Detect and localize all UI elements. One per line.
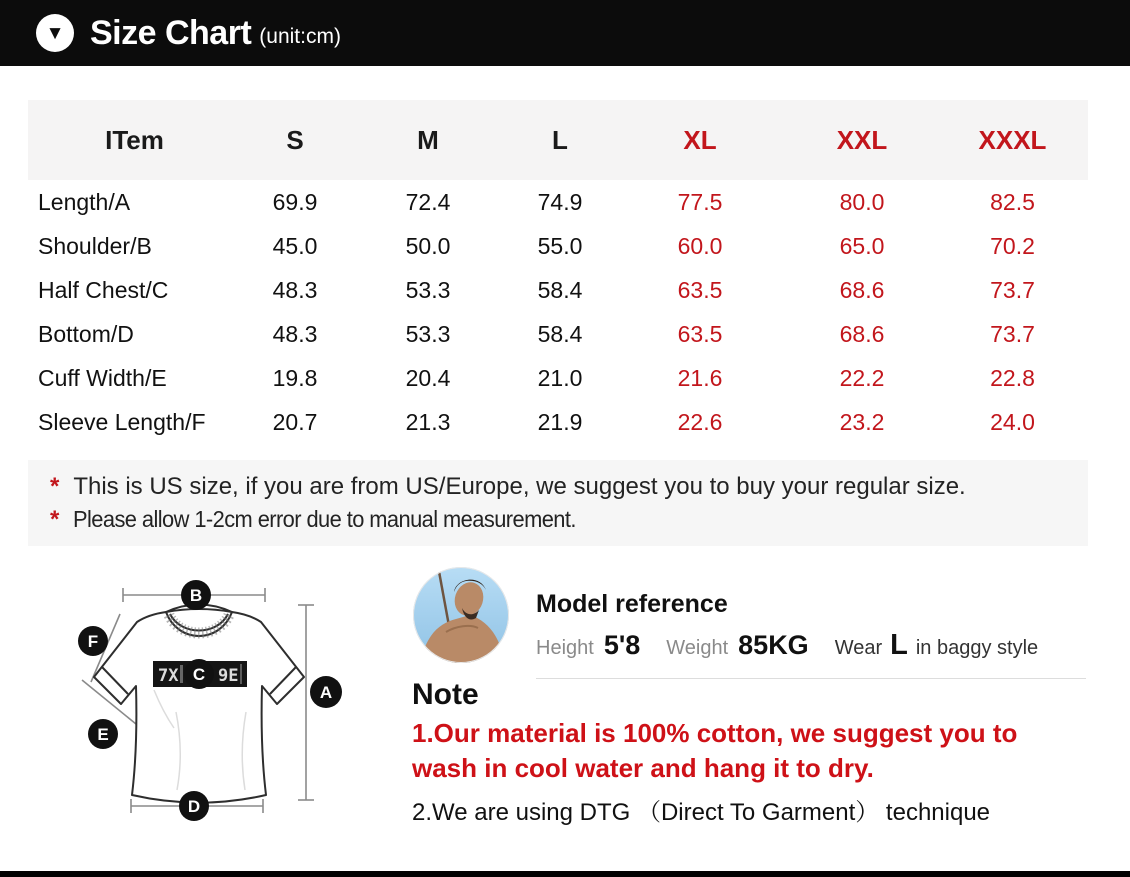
size-value: 63.5 xyxy=(677,276,723,303)
size-value: 21.6 xyxy=(677,364,723,391)
size-value: 58.4 xyxy=(537,320,583,347)
badge-letter-e: E xyxy=(97,725,109,744)
row-label: Bottom/D xyxy=(38,320,134,347)
measure-badge-a xyxy=(310,676,342,708)
column-header: XXXL xyxy=(937,100,1088,180)
header-row xyxy=(28,100,1088,180)
note-title: Note xyxy=(412,678,479,711)
note-dtg-technique: 2.We are using DTG （Direct To Garment） technique xyxy=(412,799,991,827)
badge-letter-b: B xyxy=(189,586,203,605)
size-value: 73.7 xyxy=(990,276,1035,303)
row-label: Half Chest/C xyxy=(38,276,169,303)
size-value: 50.0 xyxy=(405,232,451,259)
size-value: 21.9 xyxy=(537,408,583,435)
measure-badge-c xyxy=(184,659,214,689)
size-value: 20.7 xyxy=(272,408,318,435)
wear-label: Wear xyxy=(834,637,883,659)
row-label: Cuff Width/E xyxy=(38,364,167,391)
note-block xyxy=(412,678,1052,827)
measure-badge-d xyxy=(179,791,209,821)
size-value: 45.0 xyxy=(272,232,318,259)
size-value: 73.7 xyxy=(990,320,1035,347)
section-header xyxy=(0,0,1130,66)
next-section-edge xyxy=(0,871,1130,877)
note-material-warning: 1.Our material is 100% cotton, we suggest you to wash in cool water and hang it to dry. xyxy=(412,718,1018,784)
column-header: ITem xyxy=(28,100,241,180)
table-row xyxy=(28,180,1088,224)
model-reference-block xyxy=(536,590,1088,679)
column-header: S xyxy=(241,100,349,180)
chest-graphic-text-right: 9E xyxy=(218,666,239,686)
row-label: Sleeve Length/F xyxy=(38,408,206,435)
chest-graphic-text-left: 7X xyxy=(158,666,179,686)
footnote-text: Please allow 1-2cm error due to manual measurement. xyxy=(73,506,577,532)
column-header: L xyxy=(507,100,613,180)
table-row xyxy=(28,224,1088,268)
size-value: 65.0 xyxy=(839,232,885,259)
wear-size-value: L xyxy=(890,629,908,661)
size-value: 53.3 xyxy=(405,320,451,347)
size-value: 68.6 xyxy=(839,320,885,347)
collar-rib-texture xyxy=(169,615,229,633)
footnote-measurement-error xyxy=(50,506,1078,534)
badge-letter-f: F xyxy=(87,632,99,651)
size-value: 19.8 xyxy=(272,364,318,391)
size-value: 22.6 xyxy=(677,408,723,435)
size-value: 21.3 xyxy=(405,408,451,435)
row-label: Length/A xyxy=(38,188,131,215)
size-value: 68.6 xyxy=(839,276,885,303)
size-value: 21.0 xyxy=(537,364,583,391)
table-row xyxy=(28,356,1088,400)
measure-badge-b xyxy=(181,580,211,610)
weight-value: 85KG xyxy=(738,630,809,660)
size-value: 63.5 xyxy=(677,320,723,347)
measure-badge-f xyxy=(78,626,108,656)
size-value: 72.4 xyxy=(405,188,451,215)
size-table-body xyxy=(28,180,1088,444)
tshirt-measurement-diagram xyxy=(58,562,390,862)
bottom-section xyxy=(0,560,1130,871)
size-value: 55.0 xyxy=(537,232,583,259)
size-value: 24.0 xyxy=(990,408,1035,435)
table-row xyxy=(28,400,1088,444)
size-value: 48.3 xyxy=(272,320,318,347)
asterisk-icon: * xyxy=(50,473,60,500)
footnote-text: This is US size, if you are from US/Europe, we suggest you to buy your regular size. xyxy=(73,473,966,500)
asterisk-icon: * xyxy=(50,506,60,533)
size-value: 53.3 xyxy=(405,276,451,303)
model-specs xyxy=(536,629,1088,662)
table-row xyxy=(28,312,1088,356)
height-label: Height xyxy=(536,637,594,659)
size-value: 80.0 xyxy=(839,188,885,215)
page-title: Size Chart xyxy=(90,13,252,52)
size-value: 58.4 xyxy=(537,276,583,303)
tshirt-diagram-drawing xyxy=(58,562,390,862)
size-table-head xyxy=(28,100,1088,180)
size-value: 69.9 xyxy=(272,188,318,215)
badge-letter-a: A xyxy=(319,683,333,702)
weight-label: Weight xyxy=(666,637,729,659)
footnote-us-size xyxy=(50,473,1078,501)
unit-label: (unit:cm) xyxy=(259,25,341,48)
size-value: 23.2 xyxy=(839,408,885,435)
row-label: Shoulder/B xyxy=(38,232,152,259)
size-value: 77.5 xyxy=(677,188,723,215)
footnotes-box xyxy=(28,460,1088,546)
height-value: 5'8 xyxy=(603,630,641,660)
model-photo xyxy=(412,566,510,664)
size-value: 48.3 xyxy=(272,276,318,303)
column-header: XXL xyxy=(787,100,937,180)
column-header: XL xyxy=(613,100,787,180)
badge-letter-d: D xyxy=(187,797,201,816)
size-value: 60.0 xyxy=(677,232,723,259)
size-value: 20.4 xyxy=(405,364,451,391)
size-value: 22.8 xyxy=(990,364,1035,391)
wear-style-text: in baggy style xyxy=(915,637,1039,659)
badge-letter-c: C xyxy=(192,665,206,684)
measure-badge-e xyxy=(88,719,118,749)
size-value: 22.2 xyxy=(839,364,885,391)
size-value: 70.2 xyxy=(990,232,1035,259)
model-reference-title: Model reference xyxy=(536,590,728,618)
table-row xyxy=(28,268,1088,312)
triangle-down-icon: ▼ xyxy=(36,14,74,52)
size-value: 82.5 xyxy=(990,188,1035,215)
size-table xyxy=(28,100,1088,444)
column-header: M xyxy=(349,100,507,180)
size-value: 74.9 xyxy=(537,188,583,215)
